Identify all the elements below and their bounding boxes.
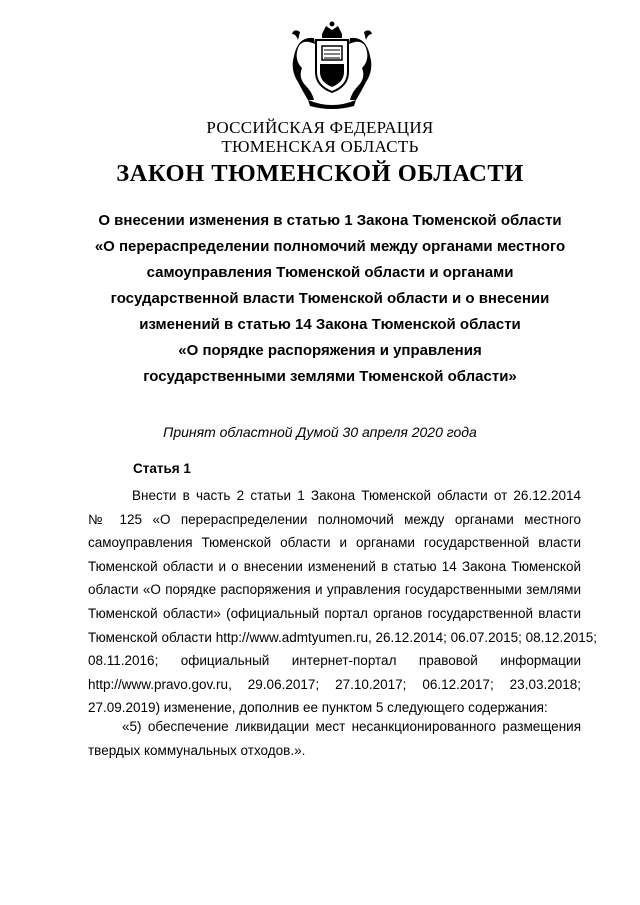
title-line: государственной власти Тюменской области и о внесении [110, 290, 550, 307]
header-region: ТЮМЕНСКАЯ ОБЛАСТЬ [221, 137, 419, 156]
paragraph-line: Тюменской области http://www.admtyumen.ru, 26.12.2014; 06.07.2015; 08.12.2015; [88, 629, 597, 645]
paragraph-line: «5) обеспечение ликвидации мест несанкционированного размещения [122, 719, 581, 734]
article-paragraph-1 [88, 484, 597, 720]
paragraph-line: 08.11.2016; официальный интернет-портал правовой информации [88, 653, 581, 669]
title-line: государственными землями Тюменской области» [143, 368, 517, 385]
paragraph-line: Внести в часть 2 статьи 1 Закона Тюменской области от 26.12.2014 [132, 488, 581, 503]
paragraph-line: 27.09.2019) изменение, дополнив ее пунктом 5 следующего содержания: [88, 700, 548, 716]
title-line: изменений в статью 14 Закона Тюменской области [139, 316, 521, 333]
title-line: «О перераспределении полномочий между органами местного [94, 238, 566, 255]
coat-of-arms-emblem [288, 20, 376, 110]
title-line: самоуправления Тюменской области и органами [146, 264, 514, 281]
paragraph-line: области «О порядке распоряжения и управления государственными землями [88, 582, 581, 598]
paragraph-line: http://www.pravo.gov.ru, 29.06.2017; 27.10.2017; 06.12.2017; 23.03.2018; [88, 676, 581, 692]
document-type-title: ЗАКОН ТЮМЕНСКОЙ ОБЛАСТИ [116, 160, 524, 187]
article-paragraph-2 [88, 715, 581, 762]
title-line: «О порядке распоряжения и управления [178, 342, 482, 359]
title-line: О внесении изменения в статью 1 Закона Тюменской области [98, 212, 562, 229]
paragraph-line: Тюменской области» (официальный портал органов государственной власти [88, 605, 581, 621]
header-country: РОССИЙСКАЯ ФЕДЕРАЦИЯ [206, 118, 434, 137]
adoption-note: Принят областной Думой 30 апреля 2020 года [163, 424, 477, 440]
paragraph-line: Тюменской области и о внесении изменений в статью 14 Закона Тюменской [88, 558, 581, 574]
paragraph-line: самоуправления Тюменской области и органами государственной власти [88, 535, 581, 551]
law-title [80, 208, 580, 390]
paragraph-line: № 125 «О перераспределении полномочий между органами местного [88, 511, 581, 527]
paragraph-line: твердых коммунальных отходов.». [88, 742, 306, 758]
article-heading: Статья 1 [133, 461, 191, 476]
